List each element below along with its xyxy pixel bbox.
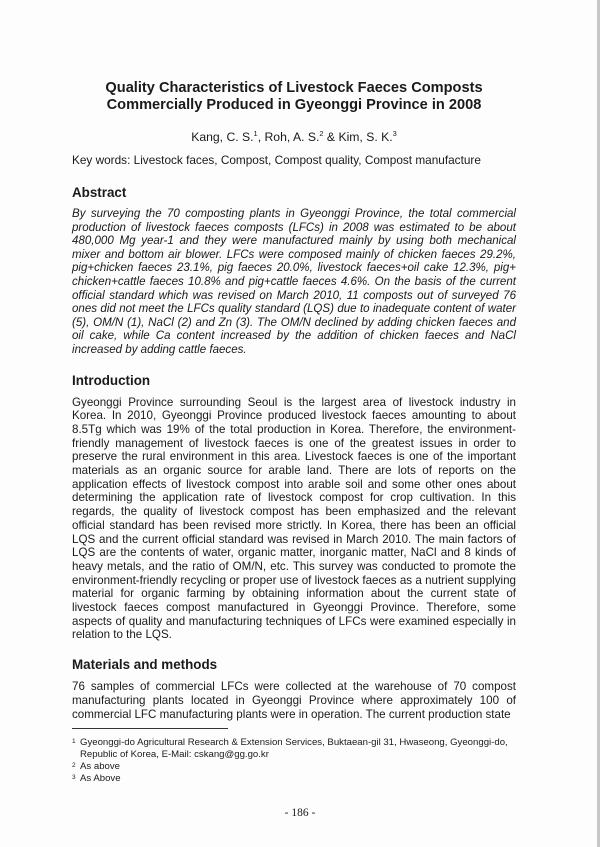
footnote-3-mark: 3 [72,774,76,781]
keywords: Key words: Livestock faces, Compost, Compost quality, Compost manufacture [72,153,481,167]
title-line-2: Commercially Produced in Gyeonggi Province in 2008 [106,97,482,113]
author-2: Roh, A. S. [264,130,320,144]
author-separator-1: , [257,130,265,144]
paper-title [72,80,516,114]
author-1-footnote-mark: 1 [253,129,258,138]
author-1: Kang, C. S. [191,130,254,144]
footnotes [72,737,516,785]
abstract-text: By surveying the 70 composting plants in Gyeonggi Province, the total commercial production of livestock faeces composts (LFCs) in 2008 was estimated to be about 480,000 Mg year-1 and they were manufactured mainly by using both mechanical mixer and bottom air blower. LFCs were composed mainly of chicken faeces 29.2%, pig+chicken faeces 23.1%, pig faeces 20.0%, livestock faeces+oil cake 12.3%, pig+ chicken+cattle faeces 10.8% and pig+cattle faeces 4.6%. On the basis of the current official standard which was revised on March 2010, 11 composts out of surveyed 76 ones did not meet the LFCs quality standard (LQS) due to inadequate content of water (5), OM/N (1), NaCl (2) and Zn (3). The OM/N declined by adding chicken faeces and oil cake, while Ca content increased by the addition of chicken faeces and NaCl increased by adding cattle faeces. [72,208,516,356]
page-number: - 186 - [284,807,316,819]
footnote-2-text: As above [80,761,121,772]
methods-text: 76 samples of commercial LFCs were collected at the warehouse of 70 compost manufacturing plants located in Gyeonggi Province where approximately 100 of commercial LFC manufacturing plants were in operation. The current production state [72,680,516,721]
author-2-footnote-mark: 2 [319,129,324,138]
title-line-1: Quality Characteristics of Livestock Faeces Composts [105,80,483,96]
footnote-2 [72,761,516,773]
footnote-1-text: Gyeonggi-do Agricultural Research & Extension Services, Buktaean-gil 31, Hwaseong, Gyeonggi-do, Republic of Korea, E-Mail: cskang@gg.go.kr [80,737,508,760]
methods-heading: Materials and methods [72,657,218,673]
abstract-heading: Abstract [72,185,127,200]
footnote-3-text: As Above [80,773,121,784]
introduction-heading: Introduction [72,372,151,388]
introduction-text: Gyeonggi Province surrounding Seoul is the largest area of livestock industry in Korea. In 2010, Gyeonggi Province produced livestock faeces amounting to about 8.5Tg which was 19% of the total production in Korea. Therefore, the environment-friendly management of livestock faeces is one of the greatest issues in order to preserve the rural environment in this area. Livestock faeces is one of the important materials as an organic source for arable land. There are lots of reports on the application effects of livestock compost into arable soil and some other ones about determining the application rate of livestock compost for crop cultivation. In this regards, the quality of livestock compost has been emphasized and the relevant official standard has been revised more strictly. In Korea, there has been an official LQS and the current official standard was revised in March 2010. The main factors of LQS are the contents of water, organic matter, inorganic matter, NaCl and 8 kinds of heavy metals, and the ratio of OM/N, etc. This survey was conducted to promote the environment-friendly recycling or proper use of livestock faeces as a nutrient supplying material for organic farming by obtaining information about the current state of livestock faeces compost manufactured in Gyeonggi Province. Therefore, some aspects of quality and manufacturing techniques of LFCs were examined especially in relation to the LQS. [72,395,516,642]
author-separator-2: & [323,130,339,144]
footnote-3 [72,773,516,785]
author-3-footnote-mark: 3 [392,129,397,138]
author-3: Kim, S. K. [338,130,393,144]
footnote-1 [72,737,516,761]
footnote-divider [72,728,228,729]
footnote-2-mark: 2 [72,762,76,769]
paper-body [72,80,516,721]
footnote-1-mark: 1 [72,738,76,745]
author-list [72,126,516,145]
